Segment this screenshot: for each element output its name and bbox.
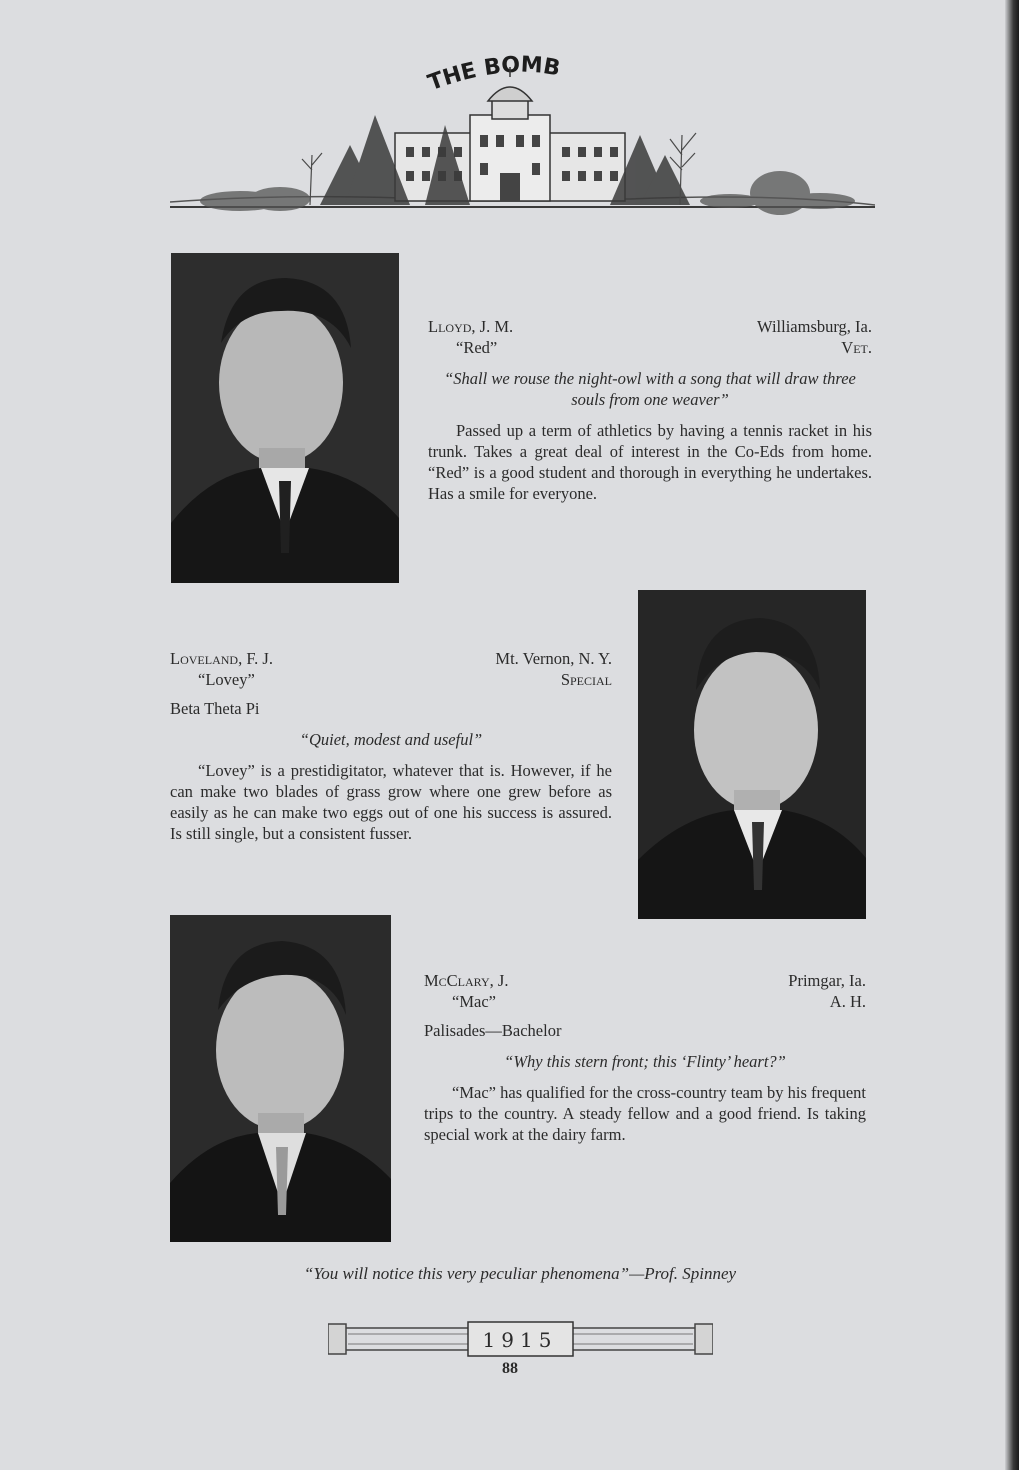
description: “Mac” has qualified for the cross-country team by his frequent trips to the country. A steady fellow and a good friend. Is taking special work at the dairy farm. (424, 1083, 866, 1144)
course: Vet. (841, 338, 872, 357)
entry-lloyd (428, 316, 872, 504)
entry-loveland (170, 648, 612, 844)
quote: “Why this stern front; this ‘Flinty’ heart?” (504, 1052, 786, 1071)
page-header (170, 55, 875, 215)
header-title: THE BOMB (424, 55, 563, 97)
course: A. H. (829, 992, 866, 1011)
student-name: McClary, J. (424, 971, 509, 990)
affiliation: Palisades—Bachelor (424, 1021, 562, 1040)
page-edge (1005, 0, 1019, 1470)
nickname: “Mac” (452, 992, 496, 1011)
portrait-photo-loveland (638, 590, 866, 919)
page-number: 88 (502, 1360, 518, 1377)
hometown: Williamsburg, Ia. (757, 317, 872, 336)
hometown: Mt. Vernon, N. Y. (495, 649, 612, 668)
portrait-photo-mcclary (170, 915, 391, 1242)
quote: “Shall we rouse the night-owl with a song that will draw three souls from one weaver” (444, 369, 856, 409)
entry-mcclary (424, 970, 866, 1145)
course: Special (560, 670, 612, 689)
footer-quote: “You will notice this very peculiar phenomena”—Prof. Spinney (303, 1264, 737, 1283)
student-name: Lloyd, J. M. (428, 317, 514, 336)
year-banner (328, 1320, 713, 1358)
description: Passed up a term of athletics by having a tennis racket in his trunk. Takes a great deal of interest in the Co-Eds from home. “Red” is a good student and thorough in everything he undertakes. Has a smile for everyone. (428, 421, 872, 503)
nickname: “Lovey” (198, 670, 255, 689)
nickname: “Red” (456, 338, 498, 357)
year-label: 1915 (482, 1328, 558, 1352)
student-name: Loveland, F. J. (170, 649, 273, 668)
portrait-photo-lloyd (171, 253, 399, 583)
description: “Lovey” is a prestidigitator, whatever that is. However, if he can make two blades of grass grow where one grew before as easily as he can make two eggs out of one his success is assured. Is still single, but a consistent fusser. (170, 761, 612, 843)
hometown: Primgar, Ia. (788, 971, 866, 990)
quote: “Quiet, modest and useful” (299, 730, 483, 749)
affiliation: Beta Theta Pi (170, 699, 260, 718)
campus-building-illustration (170, 55, 875, 215)
